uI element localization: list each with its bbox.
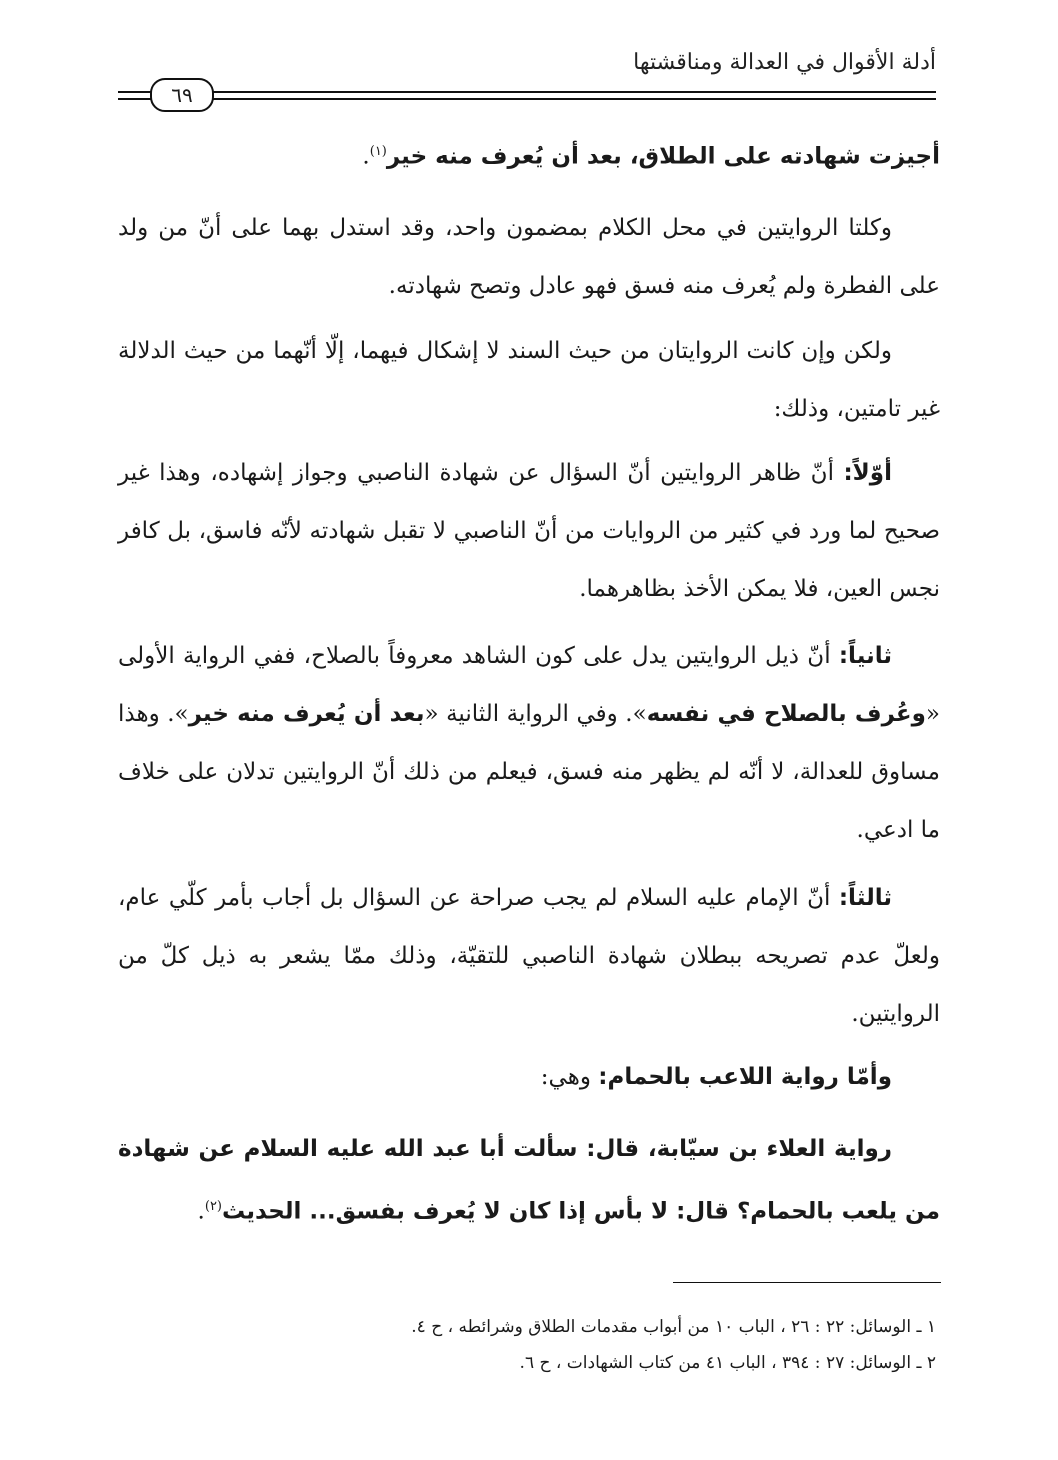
footnote-2: ٢ ـ الوسائل: ٢٧ : ٣٩٤ ، الباب ٤١ من كتاب الشهادات ، ح ٦. [519, 1353, 936, 1373]
subheading: وأمّا رواية اللاعب بالحمام: [598, 1064, 892, 1090]
period: . [362, 143, 370, 170]
point-text: أنّ ظاهر الروايتين أنّ السؤال عن شهادة الناصبي وجواز إشهاده، وهذا غير صحيح لما ورد في كثير من الروايات من أنّ الناصبي لا تقبل شهادته لأنّه فاسق، بل كافر نجس العين، فلا يمكن الأخذ بظاهرهما. [118, 460, 940, 602]
page-number: ٦٩ [150, 78, 214, 112]
point-lead: ثانياً: [838, 643, 892, 669]
point-text: أنّ ذيل الروايتين يدل على كون الشاهد معروفاً بالصلاح، ففي الرواية الأولى « [118, 643, 940, 727]
point-text: أنّ الإمام عليه السلام لم يجب صراحة عن السؤال بل أجاب بأمر كلّي عام، ولعلّ عدم تصريحه ببطلان شهادة الناصبي للتقيّة، وذلك ممّا يشعر به ذيل كلّ من الروايتين. [118, 885, 940, 1027]
quote-text: أجيزت شهادته على الطلاق، بعد أن يُعرف منه خير [386, 143, 940, 170]
quoted-phrase: وعُرف بالصلاح في نفسه [646, 701, 926, 727]
paragraph-narration [118, 1120, 940, 1241]
quoted-phrase: بعد أن يُعرف منه خير [188, 701, 425, 727]
running-title: أدلة الأقوال في العدالة ومناقشتها [633, 50, 936, 75]
narration-text: رواية العلاء بن سيّابة، قال: سألت أبا عبد الله عليه السلام عن شهادة من يلعب بالحمام؟ قال: لا بأس إذا كان لا يُعرف بفسق... الحديث [118, 1136, 940, 1225]
point-lead: أوّلاً: [843, 460, 892, 486]
footnote-ref-2[interactable]: (٢) [204, 1199, 222, 1214]
point-text: ». وفي الرواية الثانية « [424, 701, 647, 727]
paragraph-2: وكلتا الروايتين في محل الكلام بمضمون واحد، وقد استدل بهما على أنّ من ولد على الفطرة ولم يُعرف منه فسق فهو عادل وتصح شهادته. [118, 215, 940, 299]
paragraph-quote-end [118, 123, 940, 186]
paragraph-3: ولكن وإن كانت الروايتان من حيث السند لا إشكال فيهما، إلّا أنّهما من حيث الدلالة غير تامتين، وذلك: [118, 338, 940, 422]
paragraph-first-point [118, 444, 940, 618]
point-lead: ثالثاً: [838, 885, 892, 911]
period: . [197, 1198, 205, 1225]
point-text: ». وهذا مساوق للعدالة، لا أنّه لم يظهر منه فسق، فيعلم من ذلك أنّ الروايتين تدلان على خلاف ما ادعي. [118, 701, 940, 843]
footnote-1: ١ ـ الوسائل: ٢٢ : ٢٦ ، الباب ١٠ من أبواب مقدمات الطلاق وشرائطه ، ح ٤. [411, 1317, 936, 1337]
paragraph-second-point [118, 627, 940, 859]
footnote-separator [673, 1282, 941, 1283]
footnote-ref-1[interactable]: (١) [369, 144, 387, 159]
header-rule-double [118, 98, 936, 100]
paragraph-third-point [118, 869, 940, 1043]
subheading-tail: وهي: [540, 1064, 599, 1090]
header-rule [118, 91, 936, 93]
paragraph-heading-pigeon [118, 1048, 940, 1106]
